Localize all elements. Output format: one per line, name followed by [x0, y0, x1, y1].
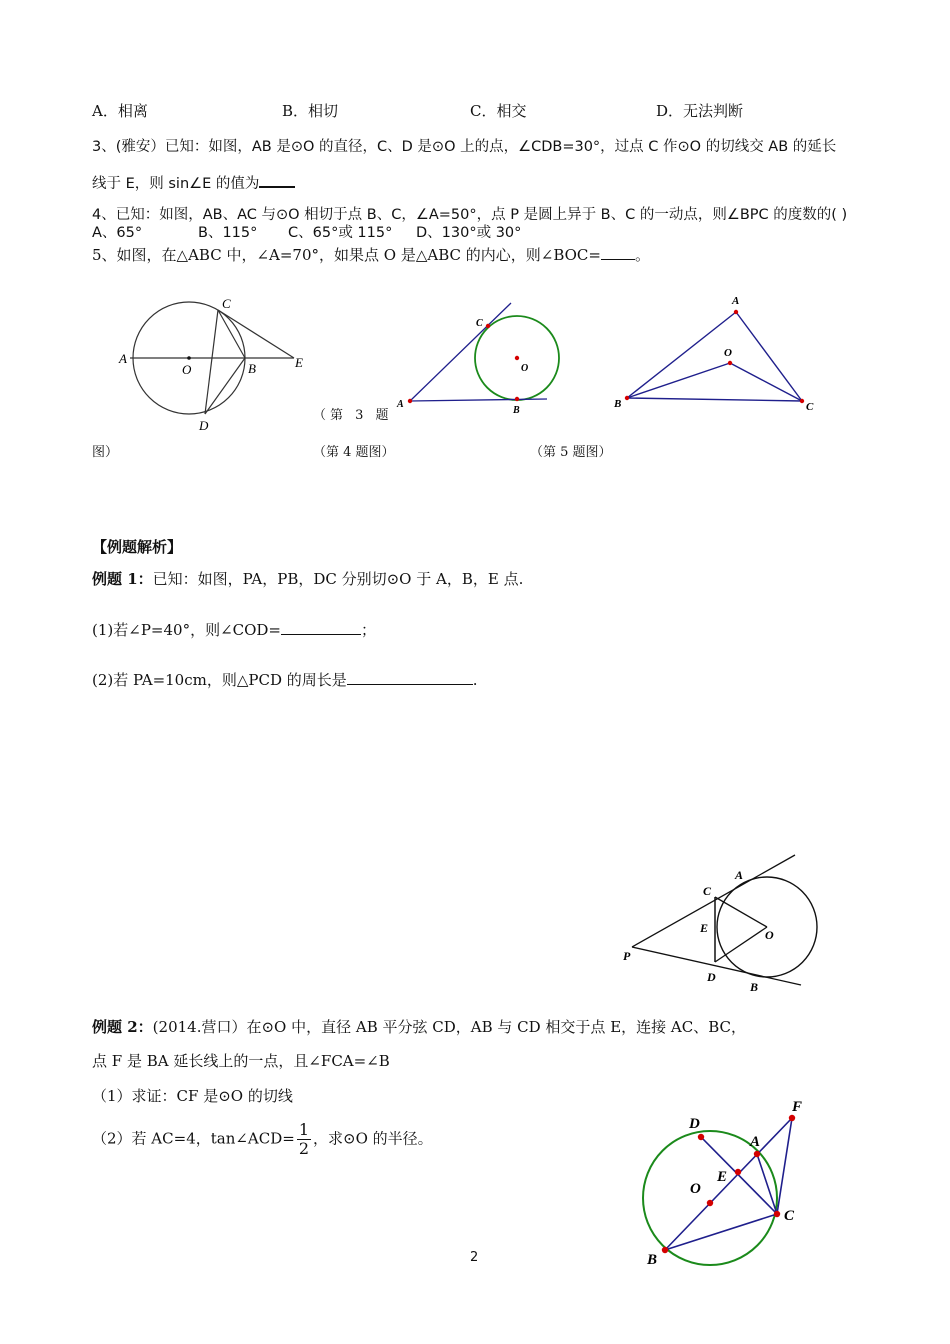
caption-q3-b: 图） [92, 445, 119, 460]
ex2-fig-label-a: A [750, 1134, 761, 1150]
fig5-label-a: A [732, 295, 740, 307]
q5-text: 5、如图，在△ABC 中，∠A=70°，如果点 O 是△ABC 的内心，则∠BOC= [92, 246, 601, 264]
ex1-blank1 [281, 620, 361, 635]
fig5-label-o: O [724, 347, 732, 359]
q4-option-a: A、65° [92, 225, 143, 241]
caption-q4: （第 4 题图） [313, 445, 395, 460]
figure-q3 [110, 290, 320, 440]
fig5-label-b: B [614, 398, 622, 410]
ex2-part2-text: （2）若 AC=4，tan∠ACD= [92, 1129, 295, 1148]
ex1-statement [92, 568, 523, 589]
section-title: 【例题解析】 [92, 538, 183, 556]
fig3-label-e: E [295, 355, 303, 370]
ex1-part1-text: (1)若∠P=40°，则∠COD= [92, 621, 282, 639]
fig4-label-b: B [513, 405, 520, 416]
ex2-fig-label-e: E [717, 1169, 728, 1185]
page-number: 2 [470, 1250, 479, 1265]
caption-q3-a: （第 3 题 [313, 408, 393, 423]
q3-blank [259, 172, 295, 188]
fig3-label-b: B [248, 361, 256, 376]
ex1-part2-end: . [472, 671, 478, 689]
fig4-label-c: C [476, 318, 483, 329]
figure-example1 [615, 850, 825, 998]
q3-line2-text: 线于 E，则 sin∠E 的值为 [92, 176, 260, 192]
ex1-fig-label-e: E [700, 921, 709, 935]
option-b: B．相切 [282, 102, 339, 120]
ex2-fig-label-f: F [792, 1099, 803, 1115]
ex2-fig-label-o: O [690, 1181, 701, 1197]
fig3-label-o: O [182, 362, 192, 377]
fig3-label-d: D [199, 418, 209, 433]
figure-q4 [390, 295, 570, 420]
ex2-label: 例题 2： [92, 1018, 153, 1036]
ex1-fig-label-d: D [707, 970, 716, 984]
fig4-label-a: A [397, 399, 404, 410]
ex1-fig-label-b: B [750, 980, 759, 994]
fraction-one-half [297, 1121, 311, 1158]
ex1-label: 例题 1： [92, 570, 153, 588]
ex1-fig-label-o: O [765, 928, 774, 942]
figure-example2 [635, 1092, 820, 1272]
fig5-label-c: C [806, 401, 814, 413]
ex2-part2 [92, 1121, 433, 1158]
q4-option-d: D、130°或 30° [416, 225, 522, 241]
q5-line [92, 244, 650, 265]
ex1-fig-label-p: P [623, 949, 631, 963]
fraction-numerator: 1 [298, 1120, 310, 1139]
ex2-line2: 点 F 是 BA 延长线上的一点，且∠FCA=∠B [92, 1052, 390, 1070]
q5-blank [601, 245, 635, 260]
ex2-fig-label-c: C [784, 1208, 795, 1224]
fig4-label-o: O [521, 363, 529, 374]
fig3-label-a: A [119, 351, 127, 366]
ex1-text: 已知：如图，PA，PB，DC 分别切⊙O 于 A，B，E 点. [152, 570, 524, 588]
ex2-part1: （1）求证：CF 是⊙O 的切线 [92, 1087, 293, 1105]
q4-options [92, 221, 521, 242]
ex1-fig-label-c: C [703, 884, 712, 898]
ex2-statement [92, 1016, 746, 1037]
q4-line1: 4、已知：如图，AB、AC 与⊙O 相切于点 B、C，∠A=50°，点 P 是圆上异于 B、C 的一动点，则∠BPC 的度数的( ) [92, 207, 848, 223]
fraction-denominator: 2 [298, 1139, 310, 1158]
ex1-fig-label-a: A [735, 868, 744, 882]
ex2-text: (2014.营口）在⊙O 中，直径 AB 平分弦 CD，AB 与 CD 相交于点 E，连接 AC、BC， [152, 1018, 747, 1036]
ex1-part1 [92, 619, 376, 640]
figure-q5 [605, 288, 825, 418]
ex1-blank2 [347, 670, 473, 685]
ex2-fig-label-b: B [647, 1252, 658, 1268]
ex1-part1-end: ； [361, 621, 377, 639]
ex1-part2-text: (2)若 PA=10cm，则△PCD 的周长是 [92, 671, 347, 689]
ex2-part2-end: ，求⊙O 的半径。 [313, 1129, 433, 1148]
fig3-label-c: C [222, 296, 231, 311]
q4-option-b: B、115° [198, 225, 258, 241]
q4-option-c: C、65°或 115° [288, 225, 393, 241]
q5-end: 。 [634, 246, 650, 264]
option-c: C．相交 [470, 102, 527, 120]
option-d: D．无法判断 [656, 102, 744, 120]
q3-line1: 3、(雅安）已知：如图，AB 是⊙O 的直径，C、D 是⊙O 上的点，∠CDB=30°，过点 C 作⊙O 的切线交 AB 的延长 [92, 139, 837, 155]
q3-line2 [92, 172, 295, 193]
caption-q5: （第 5 题图） [530, 445, 612, 460]
option-a: A．相离 [92, 102, 148, 120]
ex1-part2 [92, 669, 478, 690]
ex2-fig-label-d: D [689, 1116, 700, 1132]
